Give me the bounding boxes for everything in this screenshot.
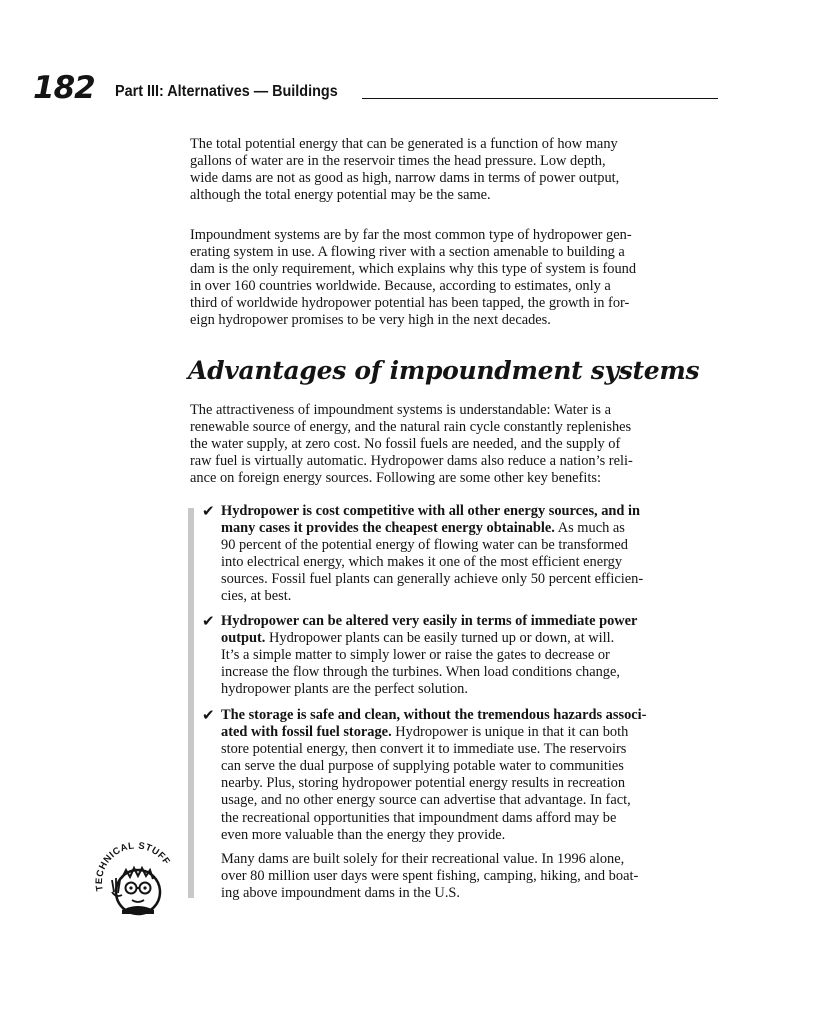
text-line: although the total energy potential may be the same. [190,187,491,204]
text-line: can serve the dual purpose of supplying potable water to communities [221,758,624,775]
paragraph-attractiveness [190,402,712,487]
text-line: raw fuel is virtually automatic. Hydropower dams also reduce a nation’s reli- [190,453,633,470]
text-line: third of worldwide hydropower potential has been tapped, the growth in for- [190,295,630,312]
checkmark-icon: ✔ [202,502,215,520]
text-line [221,707,716,724]
text-line: gallons of water are in the reservoir times the head pressure. Low depth, [190,153,606,170]
bullet-lead: many cases it provides the cheapest energy obtainable. [221,520,555,537]
text-line: store potential energy, then convert it to immediate use. The reservoirs [221,741,627,758]
bullet-lead: Hydropower can be altered very easily in terms of immediate power [221,613,638,629]
text-line: ance on foreign energy sources. Following are some other key benefits: [190,470,601,487]
text-line [221,520,716,537]
text-line: dam is the only requirement, which explains why this type of system is found [190,261,637,278]
bullet-text: Hydropower is unique in that it can both [391,724,629,741]
text-line: eign hydropower promises to be very high in the next decades. [190,312,551,329]
text-line: It’s a simple matter to simply lower or raise the gates to decrease or [221,647,610,664]
text-line: ing above impoundment dams in the U.S. [221,885,461,902]
bullet-cost-competitive [221,503,716,606]
page-number: 182 [33,70,95,106]
text-line: usage, and no other energy source can advertise that advantage. In fact, [221,792,631,809]
bullet-lead: output. [221,630,266,647]
text-line: 90 percent of the potential energy of flowing water can be transformed [221,537,628,554]
text-line: increase the flow through the turbines. When load conditions change, [221,664,620,681]
text-line: Impoundment systems are by far the most common type of hydropower gen- [190,227,632,243]
text-line: sources. Fossil fuel plants can generally achieve only 50 percent efficien- [221,571,644,588]
text-line: over 80 million user days were spent fishing, camping, hiking, and boat- [221,868,639,885]
text-line: cies, at best. [221,588,292,605]
bullet-lead: Hydropower is cost competitive with all other energy sources, and in [221,503,641,519]
checkmark-icon: ✔ [202,612,215,630]
section-heading: Advantages of impoundment systems [188,356,700,385]
bullet-lead: The storage is safe and clean, without the tremendous hazards associ- [221,707,647,723]
text-line: even more valuable than the energy they provide. [221,826,506,843]
paragraph-energy-potential [190,136,712,204]
text-line: Many dams are built solely for their recreational value. In 1996 alone, [221,851,625,867]
text-line [221,630,716,647]
text-line: the water supply, at zero cost. No fossil fuels are needed, and the supply of [190,436,621,453]
checkmark-icon: ✔ [202,706,215,724]
text-line: the recreational opportunities that impoundment dams afford may be [221,809,617,826]
text-line: The attractiveness of impoundment systems is understandable: Water is a [190,402,611,418]
bullet-lead: ated with fossil fuel storage. [221,724,392,741]
header-rule [362,98,718,99]
text-line [221,724,716,741]
text-line: into electrical energy, which makes it one of the most efficient energy [221,554,623,571]
technical-stuff-icon [92,832,182,922]
technical-note [221,851,716,902]
bullet-text: Hydropower plants can be easily turned up or down, at will. [265,630,615,647]
text-line [221,503,716,520]
text-line: wide dams are not as good as high, narrow dams in terms of power output, [190,170,620,187]
bullet-text: As much as [554,520,625,537]
text-line: The total potential energy that can be generated is a function of how many [190,136,618,152]
sidebar-bar [188,508,194,898]
text-line: nearby. Plus, storing hydropower potential energy results in recreation [221,775,626,792]
text-line: erating system in use. A flowing river with a section amenable to building a [190,244,625,261]
text-line [221,613,716,630]
bullet-altered-easily [221,613,716,698]
bullet-storage-safe [221,707,716,844]
text-line: in over 160 countries worldwide. Because, according to estimates, only a [190,278,611,295]
running-head: Part III: Alternatives — Buildings [115,83,338,100]
text-line: hydropower plants are the perfect solution. [221,681,468,698]
text-line: renewable source of energy, and the natural rain cycle constantly replenishes [190,419,632,436]
paragraph-impoundment-common [190,227,712,330]
icon-arc-label: TECHNICAL STUFF [93,840,173,892]
